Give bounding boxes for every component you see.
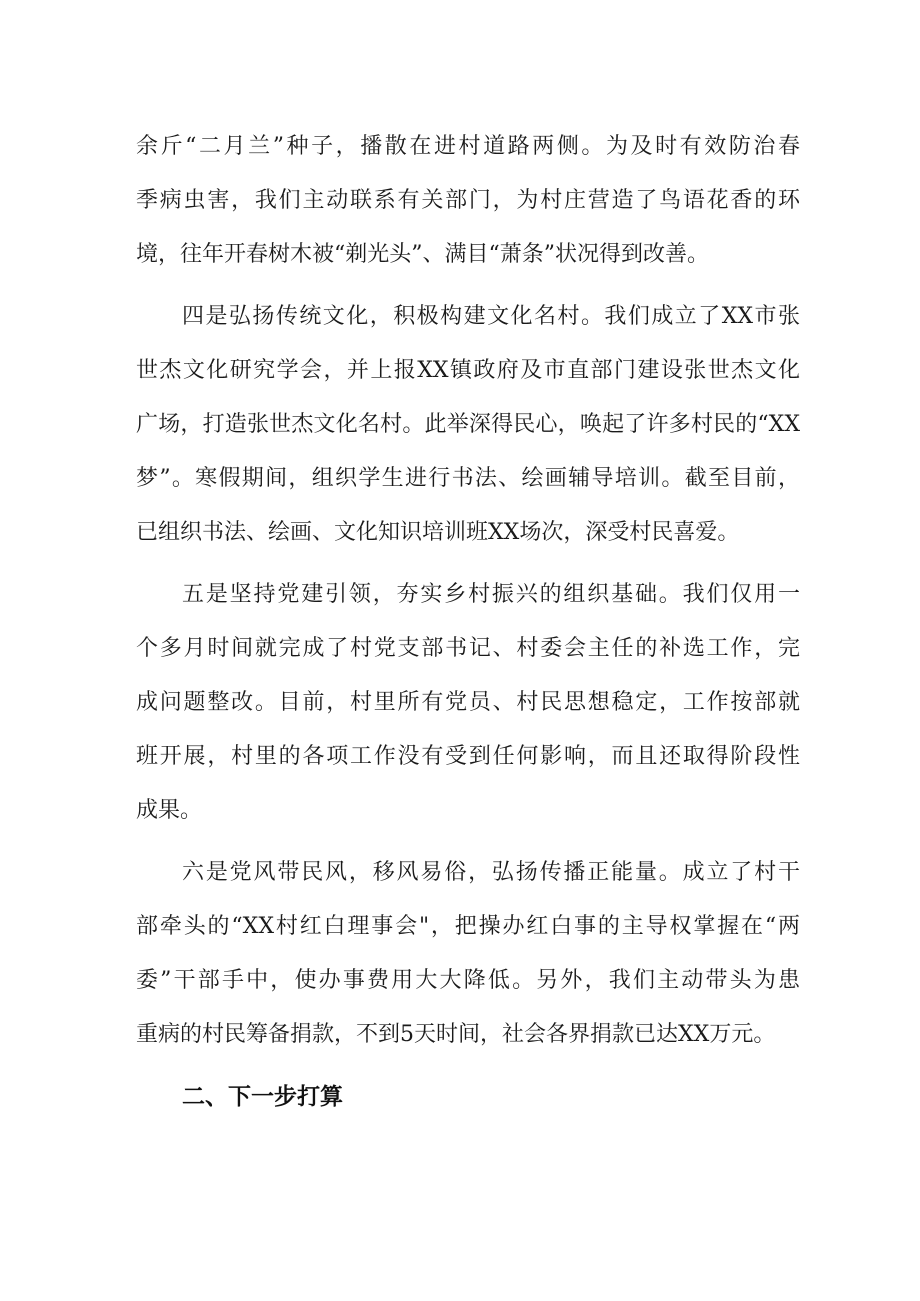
text-line: 世杰文化研究学会，并上报XX镇政府及市直部门建设张世杰文化: [136, 358, 800, 383]
text-line: 梦”。寒假期间，组织学生进行书法、绘画辅导培训。截至目前，: [136, 466, 800, 491]
text-line: 重病的村民筹备捐款，不到5天时间，社会各界捐款已达XX万元。: [136, 1022, 776, 1047]
text-line: 委”干部手中，使办事费用大大降低。另外，我们主动带头为患: [136, 968, 800, 993]
text-line: 班开展，村里的各项工作没有受到任何影响，而且还取得阶段性: [136, 744, 800, 769]
text-line: 个多月时间就完成了村党支部书记、村委会主任的补选工作，完: [136, 636, 800, 661]
paragraph-party-building: [136, 568, 800, 838]
text-line: 境，往年开春树木被“剃光头”、满目“萧条”状况得到改善。: [136, 242, 709, 267]
paragraph-culture-village: [136, 290, 800, 560]
text-line: 季病虫害，我们主动联系有关部门，为村庄营造了鸟语花香的环: [136, 188, 800, 213]
paragraph-customs-reform: [136, 846, 800, 1062]
text-line: 成问题整改。目前，村里所有党员、村民思想稳定，工作按部就: [136, 690, 800, 715]
text-line: 四是弘扬传统文化，积极构建文化名村。我们成立了XX市张: [182, 304, 800, 329]
text-line: 六是党风带民风，移风易俗，弘扬传播正能量。成立了村干: [182, 860, 800, 885]
paragraph-spring-planting: [136, 120, 800, 282]
text-line: 成果。: [136, 798, 203, 823]
text-line: 五是坚持党建引领，夯实乡村振兴的组织基础。我们仅用一: [182, 582, 800, 607]
text-line: 广场，打造张世杰文化名村。此举深得民心，唤起了许多村民的“XX: [136, 412, 800, 437]
text-line: 已组织书法、绘画、文化知识培训班XX场次，深受村民喜爱。: [136, 520, 740, 545]
section-heading: 二、下一步打算: [182, 1084, 343, 1110]
text-line: 部牵头的“XX村红白理事会"，把操办红白事的主导权掌握在“两: [136, 914, 800, 939]
text-line: 余斤“二月兰”种子，播散在进村道路两侧。为及时有效防治春: [136, 134, 800, 159]
document-body: [136, 120, 800, 1124]
